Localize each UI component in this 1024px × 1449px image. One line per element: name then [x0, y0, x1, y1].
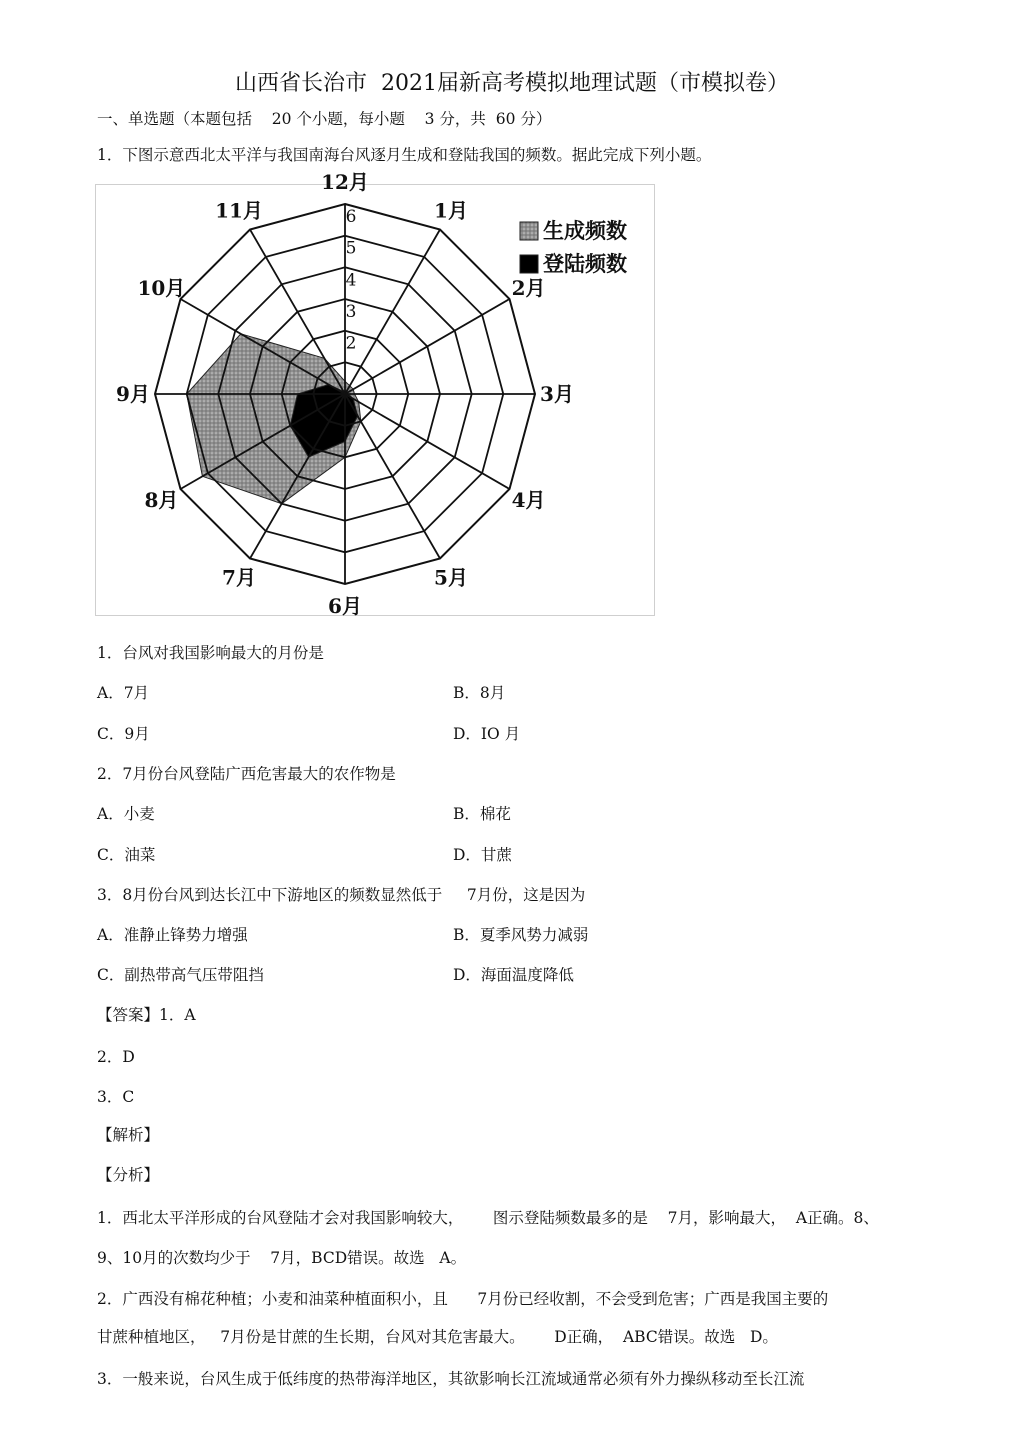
tick-label: 5: [345, 238, 357, 259]
q2-option-c[interactable]: C．油菜: [97, 846, 156, 864]
tick-label: 2: [345, 333, 357, 354]
category-label: 4月: [511, 488, 546, 512]
q1-option-c[interactable]: C．9月: [97, 725, 150, 743]
section-heading: 一、单选题（本题包括 20 个小题，每小题 3 分，共 60 分）: [97, 110, 552, 128]
q2-option-b[interactable]: B．棉花: [453, 805, 511, 823]
tick-label: 4: [345, 270, 357, 291]
q2-text: 2．7月份台风登陆广西危害最大的农作物是: [97, 765, 396, 783]
legend-label: 生成频数: [543, 219, 627, 243]
q1-text: 1．台风对我国影响最大的月份是: [97, 644, 324, 662]
analysis-p1-line1: 1．西北太平洋形成的台风登陆才会对我国影响较大， 图示登陆频数最多的是 7月，影响最大， A正确。8、: [97, 1209, 879, 1227]
category-label: 6月: [328, 594, 362, 618]
q1-option-a[interactable]: A．7月: [97, 684, 150, 702]
grid-spoke: [345, 299, 510, 394]
radar-chart: [95, 170, 655, 618]
q1-option-b[interactable]: B．8月: [453, 684, 506, 702]
q3-option-c[interactable]: C．副热带高气压带阻挡: [97, 966, 264, 984]
answer-line-2: 2．D: [97, 1048, 135, 1066]
page-title: 山西省长治市 2021届新高考模拟地理试题（市模拟卷）: [235, 71, 789, 96]
radar-chart-svg: [95, 170, 655, 618]
q2-option-a[interactable]: A．小麦: [97, 805, 155, 823]
grid-spoke: [345, 394, 440, 559]
q3-text: 3．8月份台风到达长江中下游地区的频数显然低于 7月份，这是因为: [97, 886, 586, 904]
category-label: 5月: [434, 565, 468, 590]
category-label: 9月: [116, 382, 150, 406]
analysis-p2-line1: 2．广西没有棉花种植；小麦和油菜种植面积小，且 7月份已经收割，不会受到危害；广西是我国主要的: [97, 1290, 829, 1308]
analysis-subheading: 【分析】: [97, 1166, 160, 1184]
category-label: 8月: [144, 488, 179, 512]
answer-line-3: 3．C: [97, 1088, 135, 1106]
category-label: 3月: [540, 382, 574, 406]
q3-option-b[interactable]: B．夏季风势力减弱: [453, 926, 589, 944]
q1-option-d[interactable]: D．IO 月: [453, 725, 521, 743]
question-stem: 1．下图示意西北太平洋与我国南海台风逐月生成和登陆我国的频数。据此完成下列小题。: [97, 146, 712, 164]
category-label: 11月: [215, 198, 263, 223]
q3-option-d[interactable]: D．海面温度降低: [453, 966, 574, 984]
answer-line-1: 【答案】1．A: [97, 1006, 196, 1024]
q3-option-a[interactable]: A．准静止锋势力增强: [97, 926, 248, 944]
tick-label: 3: [345, 302, 357, 322]
analysis-p3-line1: 3．一般来说，台风生成于低纬度的热带海洋地区，其欲影响长江流域通常必须有外力操纵移动至长江流: [97, 1370, 805, 1388]
legend-swatch: [520, 255, 538, 273]
grid-spoke: [345, 394, 510, 489]
grid-spoke: [345, 230, 440, 395]
q2-option-d[interactable]: D．甘蔗: [453, 846, 512, 864]
category-label: 12月: [321, 170, 369, 194]
category-label: 10月: [137, 276, 186, 300]
legend-swatch: [520, 222, 538, 240]
analysis-p1-line2: 9、10月的次数均少于 7月，BCD错误。故选 A。: [97, 1249, 467, 1267]
tick-label: 6: [345, 207, 357, 227]
category-label: 7月: [222, 565, 256, 590]
legend-label: 登陆频数: [543, 252, 627, 276]
analysis-heading: 【解析】: [97, 1126, 160, 1144]
category-label: 1月: [434, 198, 468, 223]
category-label: 2月: [511, 276, 546, 300]
analysis-p2-line2: 甘蔗种植地区， 7月份是甘蔗的生长期，台风对其危害最大。 D正确， ABC错误。故选 D。: [97, 1328, 778, 1346]
